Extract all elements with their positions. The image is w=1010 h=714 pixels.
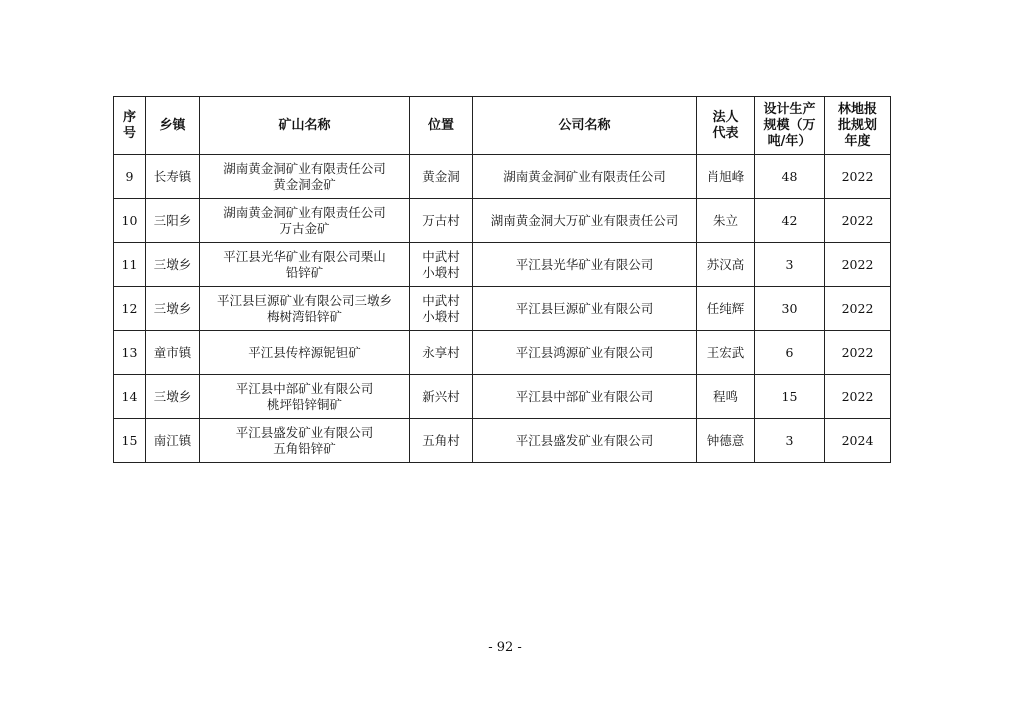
cell-town: 三阳乡 bbox=[146, 199, 200, 243]
header-line: 序 bbox=[122, 109, 136, 125]
cell-line: 五角村 bbox=[422, 432, 460, 448]
cell-legal-rep: 任纯辉 bbox=[697, 287, 755, 331]
cell-design-scale: 3 bbox=[755, 243, 825, 287]
header-forest-year bbox=[825, 97, 891, 155]
cell-legal-rep: 肖旭峰 bbox=[697, 155, 755, 199]
cell-mine-name bbox=[200, 331, 410, 375]
cell-line: 铅锌矿 bbox=[285, 264, 324, 280]
header-line: 林地报 bbox=[837, 101, 877, 117]
cell-line: 万古金矿 bbox=[279, 220, 330, 236]
cell-legal-rep: 苏汉高 bbox=[697, 243, 755, 287]
cell-company-name: 平江县盛发矿业有限公司 bbox=[473, 419, 697, 463]
header-line: 法人 bbox=[712, 109, 739, 125]
table-row bbox=[114, 199, 891, 243]
header-line: 规模（万 bbox=[763, 117, 816, 133]
cell-location bbox=[410, 331, 473, 375]
header-legal-rep bbox=[697, 97, 755, 155]
cell-line: 黄金洞 bbox=[422, 168, 460, 184]
table-body bbox=[114, 155, 891, 463]
header-line: 公司名称 bbox=[558, 117, 611, 133]
cell-mine-name bbox=[200, 199, 410, 243]
table-row bbox=[114, 331, 891, 375]
cell-forest-year: 2022 bbox=[825, 375, 891, 419]
cell-town: 三墩乡 bbox=[146, 375, 200, 419]
header-line: 批规划 bbox=[837, 117, 877, 133]
cell-legal-rep: 王宏武 bbox=[697, 331, 755, 375]
cell-forest-year: 2022 bbox=[825, 155, 891, 199]
cell-line: 五角铅锌矿 bbox=[273, 440, 336, 456]
cell-company-name: 湖南黄金洞矿业有限责任公司 bbox=[473, 155, 697, 199]
header-line: 乡镇 bbox=[159, 117, 186, 133]
cell-location bbox=[410, 419, 473, 463]
cell-design-scale: 6 bbox=[755, 331, 825, 375]
cell-location bbox=[410, 199, 473, 243]
cell-town: 三墩乡 bbox=[146, 243, 200, 287]
cell-mine-name bbox=[200, 243, 410, 287]
header-serial bbox=[114, 97, 146, 155]
cell-line: 小塅村 bbox=[422, 264, 460, 280]
cell-location bbox=[410, 155, 473, 199]
cell-forest-year: 2024 bbox=[825, 419, 891, 463]
header-design-scale bbox=[755, 97, 825, 155]
header-town bbox=[146, 97, 200, 155]
table-row bbox=[114, 287, 891, 331]
cell-location bbox=[410, 243, 473, 287]
cell-line: 湖南黄金洞矿业有限责任公司 bbox=[223, 204, 386, 220]
cell-forest-year: 2022 bbox=[825, 287, 891, 331]
cell-line: 梅树湾铅锌矿 bbox=[266, 308, 342, 324]
header-line: 位置 bbox=[427, 117, 454, 133]
table-row bbox=[114, 155, 891, 199]
cell-line: 平江县光华矿业有限公司栗山 bbox=[223, 248, 386, 264]
cell-design-scale: 15 bbox=[755, 375, 825, 419]
cell-line: 湖南黄金洞矿业有限责任公司 bbox=[223, 160, 386, 176]
header-line: 吨/年） bbox=[767, 133, 812, 149]
cell-mine-name bbox=[200, 419, 410, 463]
header-mine-name bbox=[200, 97, 410, 155]
cell-mine-name bbox=[200, 375, 410, 419]
cell-design-scale: 48 bbox=[755, 155, 825, 199]
table-header-row bbox=[114, 97, 891, 155]
cell-location bbox=[410, 375, 473, 419]
cell-serial: 13 bbox=[114, 331, 146, 375]
cell-company-name: 平江县中部矿业有限公司 bbox=[473, 375, 697, 419]
cell-forest-year: 2022 bbox=[825, 243, 891, 287]
cell-serial: 9 bbox=[114, 155, 146, 199]
cell-line: 桃坪铅锌铜矿 bbox=[266, 396, 342, 412]
cell-location bbox=[410, 287, 473, 331]
cell-line: 新兴村 bbox=[422, 388, 460, 404]
header-line: 矿山名称 bbox=[278, 117, 331, 133]
cell-design-scale: 42 bbox=[755, 199, 825, 243]
cell-company-name: 平江县鸿源矿业有限公司 bbox=[473, 331, 697, 375]
cell-line: 中武村 bbox=[422, 248, 460, 264]
header-line: 设计生产 bbox=[763, 101, 816, 117]
cell-town: 童市镇 bbox=[146, 331, 200, 375]
cell-town: 长寿镇 bbox=[146, 155, 200, 199]
table-row bbox=[114, 419, 891, 463]
header-location bbox=[410, 97, 473, 155]
header-company-name bbox=[473, 97, 697, 155]
table-row bbox=[114, 243, 891, 287]
cell-mine-name bbox=[200, 287, 410, 331]
cell-line: 永享村 bbox=[422, 344, 460, 360]
header-line: 代表 bbox=[712, 125, 739, 141]
page-number: - 92 - bbox=[488, 640, 522, 655]
header-line: 号 bbox=[122, 125, 136, 141]
cell-line: 平江县传梓源铌钽矿 bbox=[248, 344, 361, 360]
cell-legal-rep: 钟德意 bbox=[697, 419, 755, 463]
cell-serial: 12 bbox=[114, 287, 146, 331]
cell-line: 小塅村 bbox=[422, 308, 460, 324]
cell-company-name: 平江县巨源矿业有限公司 bbox=[473, 287, 697, 331]
cell-serial: 11 bbox=[114, 243, 146, 287]
cell-serial: 14 bbox=[114, 375, 146, 419]
cell-line: 平江县巨源矿业有限公司三墩乡 bbox=[216, 292, 392, 308]
cell-legal-rep: 程鸣 bbox=[697, 375, 755, 419]
cell-forest-year: 2022 bbox=[825, 331, 891, 375]
cell-serial: 10 bbox=[114, 199, 146, 243]
table-row bbox=[114, 375, 891, 419]
cell-town: 三墩乡 bbox=[146, 287, 200, 331]
cell-line: 黄金洞金矿 bbox=[273, 176, 336, 192]
cell-company-name: 平江县光华矿业有限公司 bbox=[473, 243, 697, 287]
mine-table bbox=[113, 96, 891, 463]
header-line: 年度 bbox=[844, 133, 871, 149]
cell-legal-rep: 朱立 bbox=[697, 199, 755, 243]
cell-line: 平江县中部矿业有限公司 bbox=[235, 380, 374, 396]
cell-line: 中武村 bbox=[422, 292, 460, 308]
cell-serial: 15 bbox=[114, 419, 146, 463]
cell-line: 万古村 bbox=[422, 212, 460, 228]
cell-town: 南江镇 bbox=[146, 419, 200, 463]
cell-company-name: 湖南黄金洞大万矿业有限责任公司 bbox=[473, 199, 697, 243]
cell-design-scale: 3 bbox=[755, 419, 825, 463]
cell-forest-year: 2022 bbox=[825, 199, 891, 243]
cell-line: 平江县盛发矿业有限公司 bbox=[235, 424, 374, 440]
cell-design-scale: 30 bbox=[755, 287, 825, 331]
cell-mine-name bbox=[200, 155, 410, 199]
